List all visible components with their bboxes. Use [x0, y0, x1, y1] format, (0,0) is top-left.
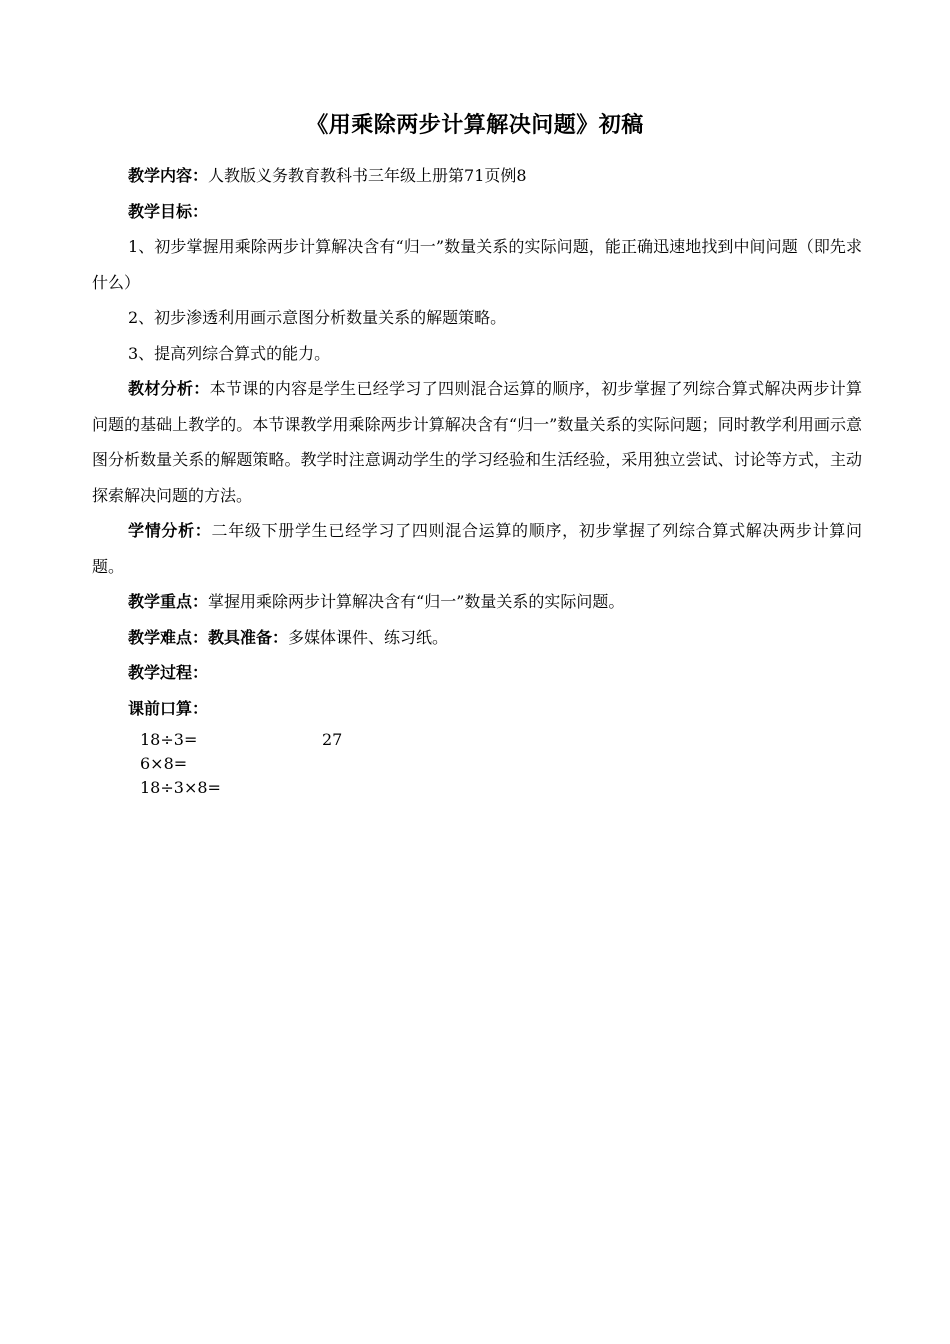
process-label: 教学过程：: [128, 663, 209, 682]
students-text: 二年级下册学生已经学习了四则混合运算的顺序，初步掌握了列综合算式解决两步计算问题。: [92, 521, 862, 576]
goal-item-1: 1、初步掌握用乘除两步计算解决含有“归一”数量关系的实际问题，能正确迅速地找到中间问题（即先求什么）: [92, 237, 862, 292]
tools-label: 教具准备：: [208, 627, 289, 647]
key-point-text: 掌握用乘除两步计算解决含有“归一”数量关系的实际问题。: [208, 592, 625, 611]
goal-item-2: 2、初步渗透利用画示意图分析数量关系的解题策略。: [128, 308, 507, 327]
warmup-heading: [92, 691, 862, 727]
goals-heading: [92, 194, 862, 230]
tools-text: 多媒体课件、练习纸。: [288, 627, 449, 647]
mental-math-item: 18÷3×8=: [140, 778, 221, 797]
key-point-paragraph: [92, 584, 862, 620]
mental-math-item: 6×8=: [140, 754, 188, 773]
mental-math-list: [140, 728, 221, 800]
warmup-label: 课前口算：: [128, 698, 209, 718]
students-label: 学情分析：: [128, 521, 212, 540]
document-body: [92, 158, 862, 726]
mental-math-item: 18÷3=: [140, 730, 198, 749]
content-label: 教学内容：: [128, 166, 209, 185]
material-text: 本节课的内容是学生已经学习了四则混合运算的顺序，初步掌握了列综合算式解决两步计算问题的基础上教学的。本节课教学用乘除两步计算解决含有“归一”数量关系的实际问题；同时教学利用画示意图分析数量关系的解题策略。教学时注意调动学生的学习经验和生活经验，采用独立尝试、讨论等方式，主动探索解决问题的方法。: [92, 379, 862, 505]
goal-item-3: 3、提高列综合算式的能力。: [128, 343, 331, 363]
content-text: 人教版义务教育教科书三年级上册第71页例8: [208, 166, 527, 185]
process-heading: [92, 655, 862, 691]
difficulty-paragraph: [92, 620, 862, 656]
material-paragraph: [92, 371, 862, 513]
mental-math-answer: 27: [322, 730, 343, 749]
content-paragraph: [92, 158, 862, 194]
goals-label: 教学目标：: [128, 201, 209, 221]
difficulty-label: 教学难点：: [128, 627, 209, 647]
document-title: 《用乘除两步计算解决问题》初稿: [306, 113, 644, 138]
material-label: 教材分析：: [128, 379, 210, 398]
key-point-label: 教学重点：: [128, 592, 209, 611]
students-paragraph: [92, 513, 862, 584]
